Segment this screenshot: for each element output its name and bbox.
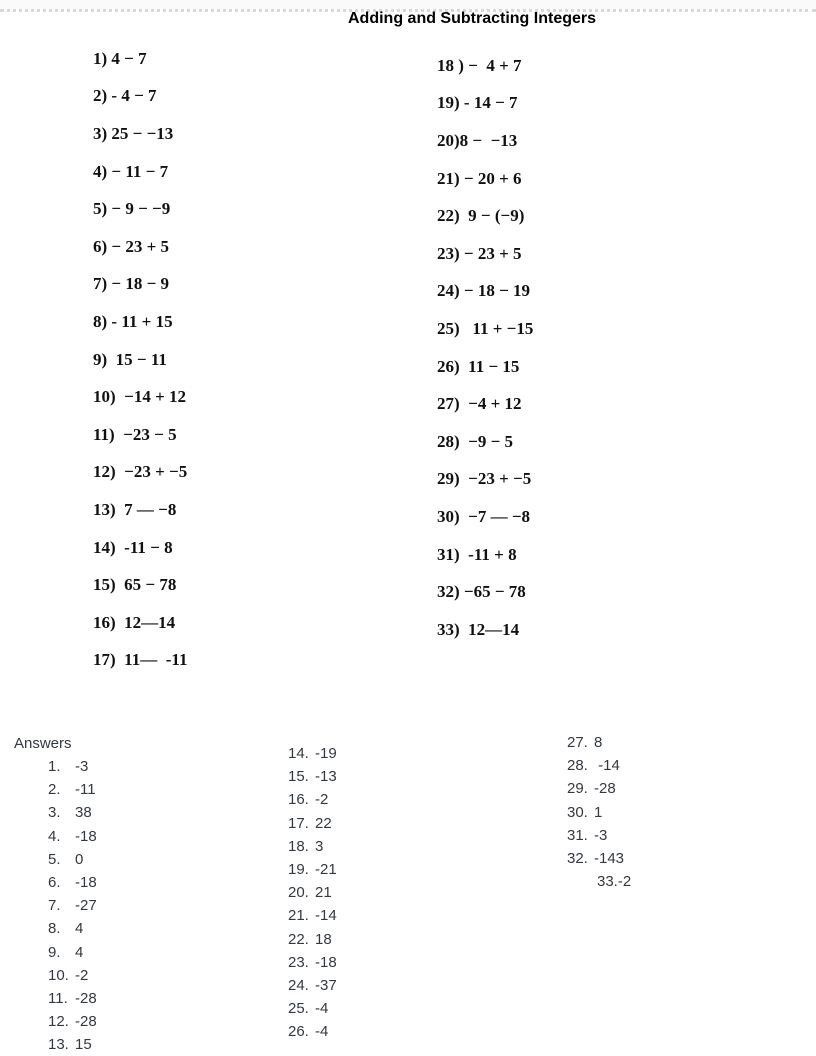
problem-item: 12) −23 + −5 [93,462,188,482]
answer-number: 29. [567,780,588,798]
answer-value: -4 [315,1000,329,1018]
answer-number: 23. [288,953,309,971]
problem-item: 7) − 18 − 9 [93,274,170,294]
problem-item: 1) 4 − 7 [93,48,147,68]
answer-number: 14. [288,745,309,763]
problem-item: 21) − 20 + 6 [437,168,522,188]
answer-item [288,858,337,881]
answer-number: 25. [288,1000,309,1018]
problem-item: 11) −23 − 5 [93,424,177,444]
answer-number: 28. [567,757,588,775]
answer-number: 16. [288,791,309,809]
answer-number: 4. [48,827,61,845]
answer-item [48,917,97,940]
answer-number: 27. [567,734,588,752]
answer-item [48,987,97,1010]
answer-number: 2. [48,781,61,799]
answer-item [288,1020,337,1043]
answer-item [288,881,337,904]
problem-item: 28) −9 − 5 [437,431,514,451]
problem-item: 22) 9 − (−9) [437,206,525,226]
answer-value: 18 [315,930,332,948]
problem-item: 29) −23 + −5 [437,469,532,489]
answer-item [288,742,337,765]
answer-item [567,801,631,824]
problem-item: 32) −65 − 78 [437,582,526,602]
answer-item [48,964,97,987]
answer-number: 3. [48,804,61,822]
answer-number: 21. [288,907,309,925]
problem-item: 26) 11 − 15 [437,356,520,376]
problem-item: 31) -11 + 8 [437,544,517,564]
problem-item: 20)8 − −13 [437,130,518,150]
problem-item: 30) −7 — −8 [437,506,531,526]
answer-item [567,777,631,800]
answer-number: 18. [288,837,309,855]
answer-item [48,778,97,801]
answer-number: 24. [288,976,309,994]
problem-item: 16) 12—14 [93,612,176,632]
answer-item [48,1010,97,1033]
answer-number: 26. [288,1023,309,1041]
problem-item: 24) − 18 − 19 [437,281,531,301]
answer-item [567,731,631,754]
answer-number: 10. [48,966,69,984]
page-top-strip [0,0,816,9]
problem-item: 23) − 23 + 5 [437,243,522,263]
answer-item [288,904,337,927]
problem-item: 5) − 9 − −9 [93,199,171,219]
problem-item: 9) 15 − 11 [93,349,167,369]
answer-item [597,870,631,893]
answer-number: 31. [567,826,588,844]
answers-heading: Answers [14,735,72,752]
problem-item: 6) − 23 + 5 [93,236,170,256]
problem-item: 27) −4 + 12 [437,394,522,414]
answer-value: -3 [594,826,608,844]
problem-item: 14) -11 − 8 [93,537,173,557]
answer-item [48,941,97,964]
answer-value: 22 [315,814,332,832]
answer-item [288,951,337,974]
problem-item: 10) −14 + 12 [93,387,187,407]
answer-number: 17. [288,814,309,832]
page-title: Adding and Subtracting Integers [348,10,597,27]
problem-item: 13) 7 — −8 [93,499,177,519]
answer-number: 5. [48,850,61,868]
answer-value: -2 [75,966,89,984]
answer-number: 9. [48,943,61,961]
problem-item: 2) - 4 − 7 [93,86,157,106]
answer-item [48,755,97,778]
answer-number: 1. [48,758,61,776]
answer-item [48,1033,97,1056]
answer-number: 12. [48,1013,69,1031]
answer-item [48,894,97,917]
problem-item: 18 ) − 4 + 7 [437,55,522,75]
answer-item [288,997,337,1020]
answer-number: 7. [48,897,61,915]
answer-value: -3 [75,758,89,776]
answer-value: -27 [75,897,97,915]
answer-value: 4 [75,943,84,961]
answer-value: 38 [75,804,92,822]
answer-number: 11. [48,989,68,1007]
answers-column-2 [288,742,337,1043]
answer-value: 4 [75,920,84,938]
problem-item: 15) 65 − 78 [93,575,177,595]
answer-number: 33.-2 [597,873,632,891]
answer-item [48,848,97,871]
answer-value: -21 [315,861,337,879]
answer-value: -18 [315,953,337,971]
answer-item [567,824,631,847]
answer-value: -28 [75,989,97,1007]
answer-value: -14 [594,757,620,775]
answer-item [288,765,337,788]
answer-number: 8. [48,920,61,938]
problem-item: 19) - 14 − 7 [437,93,518,113]
answer-item [288,974,337,997]
answer-item [288,788,337,811]
answer-value: -18 [75,827,97,845]
problem-item: 8) - 11 + 15 [93,311,173,331]
answers-column-3 [567,731,631,893]
answer-value: -2 [315,791,329,809]
answer-number: 6. [48,874,61,892]
problem-item: 25) 11 + −15 [437,318,534,338]
answer-value: -37 [315,976,337,994]
answer-item [48,871,97,894]
answer-value: 15 [75,1036,92,1054]
answer-number: 13. [48,1036,69,1054]
answer-number: 15. [288,768,309,786]
answer-number: 20. [288,884,309,902]
problem-item: 4) − 11 − 7 [93,161,169,181]
answer-value: 1 [594,803,603,821]
answer-item [567,754,631,777]
answer-number: 19. [288,861,309,879]
answer-value: -28 [75,1013,97,1031]
answer-value: -28 [594,780,616,798]
problem-item: 3) 25 − −13 [93,123,174,143]
answer-item [288,928,337,951]
answer-value: 0 [75,850,84,868]
answer-number: 22. [288,930,309,948]
problems-column-right [437,47,533,649]
answer-number: 30. [567,803,588,821]
answers-column-1 [48,755,97,1056]
answer-value: -18 [75,874,97,892]
answer-item [48,825,97,848]
problem-item: 17) 11— -11 [93,650,188,670]
answer-value: 8 [594,734,603,752]
answer-value: 3 [315,837,324,855]
answer-value: -4 [315,1023,329,1041]
answer-value: -11 [75,781,96,799]
answer-value: 21 [315,884,332,902]
answer-item [288,835,337,858]
answer-value: -13 [315,768,337,786]
answer-item [48,801,97,824]
answer-value: -19 [315,745,337,763]
answer-number: 32. [567,850,588,868]
answer-item [288,812,337,835]
answer-item [567,847,631,870]
answer-value: -14 [315,907,337,925]
problems-column-left [93,40,187,679]
answer-value: -143 [594,850,625,868]
problem-item: 33) 12—14 [437,619,520,639]
